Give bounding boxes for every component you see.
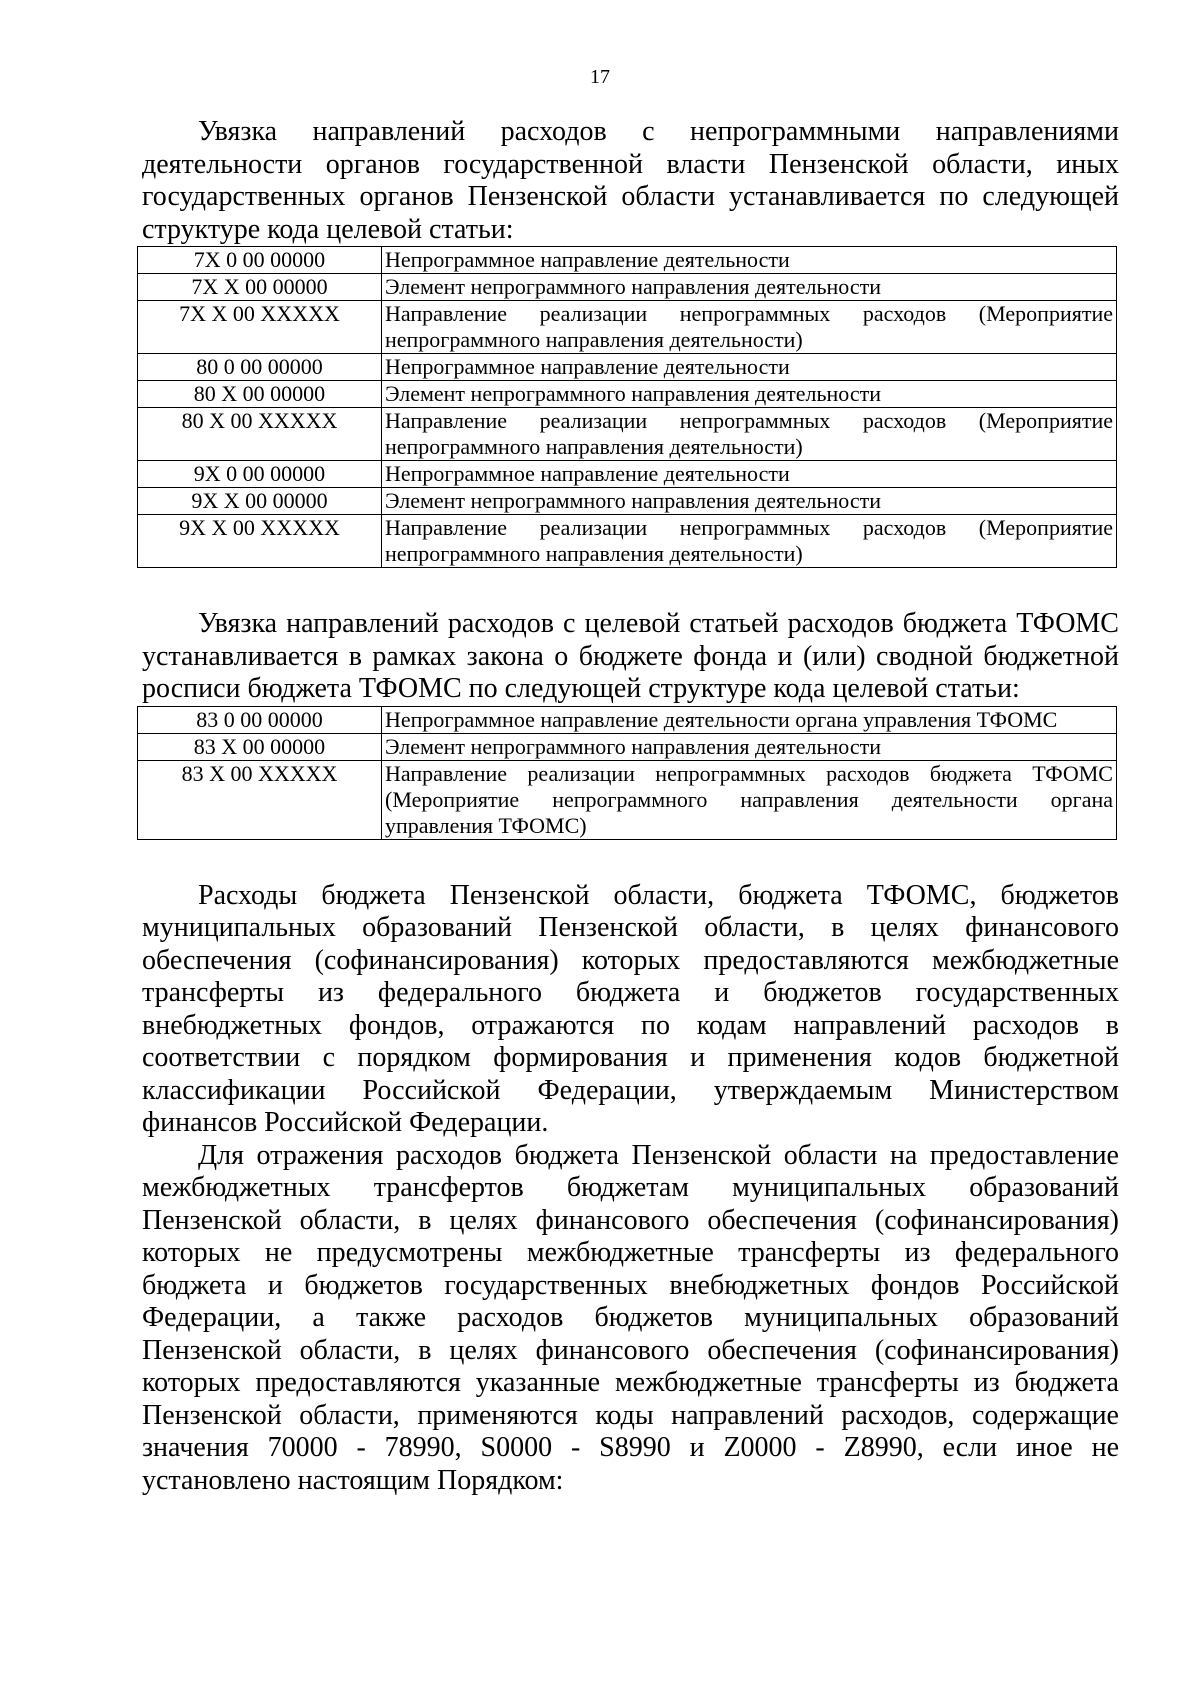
description-cell: Направление реализации непрограммных расходов бюджета ТФОМС (Мероприятие непрограммного направления деятельности органа управления ТФОМС): [382, 760, 1117, 839]
section2-code-table: [137, 706, 1117, 840]
description-cell: Элемент непрограммного направления деятельности: [382, 381, 1117, 408]
section1-paragraph: Увязка направлений расходов с непрограммными направлениями деятельности органов государственной власти Пензенской области, иных государственных органов Пензенской области устанавливается по следующей структуре кода целевой статьи:: [142, 116, 1119, 245]
description-cell: Направление реализации непрограммных расходов (Мероприятие непрограммного направления деятельности): [382, 301, 1117, 354]
code-cell: 80 X 00 00000: [138, 381, 382, 408]
description-cell: Элемент непрограммного направления деятельности: [382, 733, 1117, 760]
table-row: [138, 408, 1117, 461]
description-cell: Непрограммное направление деятельности органа управления ТФОМС: [382, 706, 1117, 733]
code-cell: 9X X 00 XXXXX: [138, 515, 382, 568]
table-row: [138, 488, 1117, 515]
section1-code-table: [137, 246, 1117, 568]
description-cell: Элемент непрограммного направления деятельности: [382, 488, 1117, 515]
description-cell: Непрограммное направление деятельности: [382, 461, 1117, 488]
paragraph-4: Для отражения расходов бюджета Пензенской области на предоставление межбюджетных трансфертов бюджетам муниципальных образований Пензенской области, в целях финансового обеспечения (софинансирования) которых не предусмотрены межбюджетные трансферты из федерального бюджета и бюджетов государственных внебюджетных фондов Российской Федерации, а также расходов бюджетов муниципальных образований Пензенской области, в целях финансового обеспечения (софинансирования) которых предоставляются указанные межбюджетные трансферты из бюджета Пензенской области, применяются коды направлений расходов, содержащие значения 70000 - 78990, S0000 - S8990 и Z0000 - Z8990, если иное не установлено настоящим Порядком:: [142, 1139, 1119, 1496]
code-cell: 9X X 00 00000: [138, 488, 382, 515]
table-row: [138, 733, 1117, 760]
code-cell: 7X X 00 00000: [138, 274, 382, 301]
code-cell: 9X 0 00 00000: [138, 461, 382, 488]
table-row: [138, 461, 1117, 488]
code-cell: 83 0 00 00000: [138, 706, 382, 733]
code-cell: 83 X 00 XXXXX: [138, 760, 382, 839]
page-number: 17: [590, 66, 610, 88]
table-row: [138, 381, 1117, 408]
section-spacer: [142, 568, 1119, 608]
code-cell: 80 0 00 00000: [138, 354, 382, 381]
code-cell: 7X 0 00 00000: [138, 247, 382, 274]
table-row: [138, 515, 1117, 568]
table-row: [138, 247, 1117, 274]
description-cell: Непрограммное направление деятельности: [382, 354, 1117, 381]
paragraph-3: Расходы бюджета Пензенской области, бюджета ТФОМС, бюджетов муниципальных образований Пензенской области, в целях финансового обеспечения (софинансирования) которых предоставляются межбюджетные трансферты из федерального бюджета и бюджетов государственных внебюджетных фондов, отражаются по кодам направлений расходов в соответствии с порядком формирования и применения кодов бюджетной классификации Российской Федерации, утверждаемым Министерством финансов Российской Федерации.: [142, 879, 1119, 1138]
description-cell: Непрограммное направление деятельности: [382, 247, 1117, 274]
code-cell: 80 X 00 XXXXX: [138, 408, 382, 461]
table-row: [138, 354, 1117, 381]
description-cell: Элемент непрограммного направления деятельности: [382, 274, 1117, 301]
table-row: [138, 760, 1117, 839]
section-spacer: [142, 840, 1119, 880]
document-body: [142, 116, 1119, 1497]
code-cell: 7X X 00 XXXXX: [138, 301, 382, 354]
code-cell: 83 X 00 00000: [138, 733, 382, 760]
description-cell: Направление реализации непрограммных расходов (Мероприятие непрограммного направления деятельности): [382, 408, 1117, 461]
table-row: [138, 301, 1117, 354]
table-row: [138, 706, 1117, 733]
table-row: [138, 274, 1117, 301]
description-cell: Направление реализации непрограммных расходов (Мероприятие непрограммного направления деятельности): [382, 515, 1117, 568]
section2-paragraph: Увязка направлений расходов с целевой статьей расходов бюджета ТФОМС устанавливается в рамках закона о бюджете фонда и (или) сводной бюджетной росписи бюджета ТФОМС по следующей структуре кода целевой статьи:: [142, 608, 1119, 704]
